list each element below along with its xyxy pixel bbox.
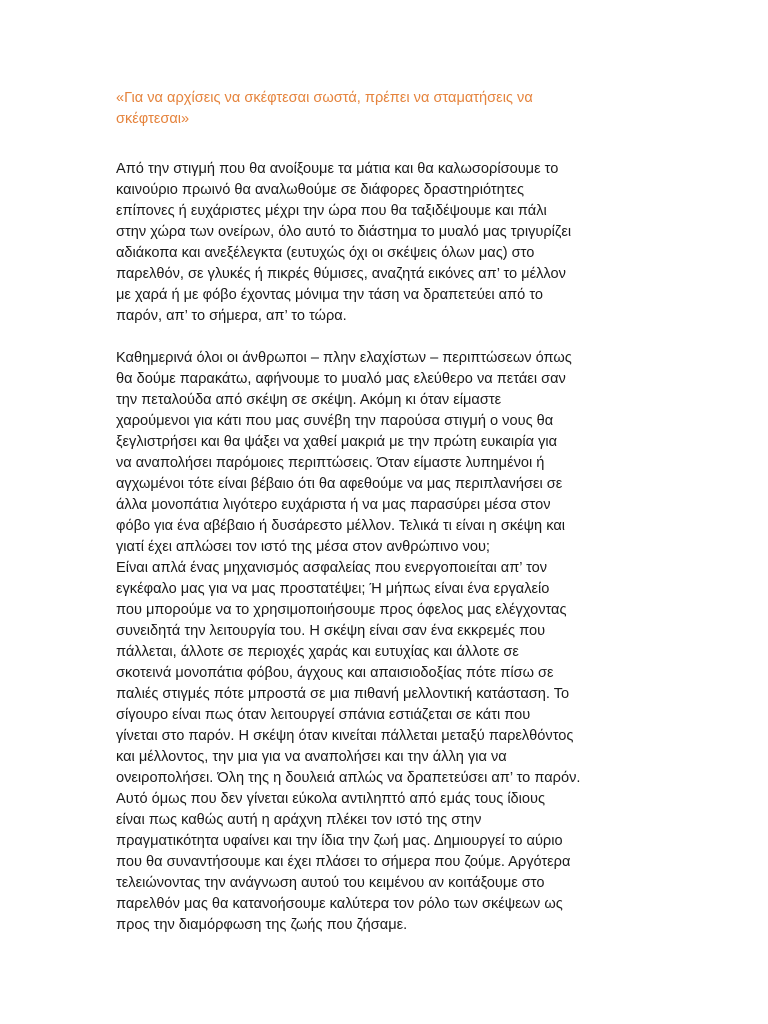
text-line: σίγουρο είναι πως όταν λειτουργεί σπάνια εστιάζεται σε κάτι που [116,707,531,723]
text-line: χαρούμενοι για κάτι που μας συνέβη την παρούσα στιγμή ο νους θα [116,413,554,429]
text-line: άλλα μονοπάτια λιγότερο ευχάριστα ή να μας παρασύρει μέσα στον [116,497,551,513]
text-line: που θα συναντήσουμε και έχει πλάσει το σήμερα που ζούμε. Αργότερα [116,854,571,870]
paragraph-2 [116,348,654,936]
title-line: «Για να αρχίσεις να σκέφτεσαι σωστά, πρέπει να σταματήσεις να [116,90,533,106]
text-line: με χαρά ή με φόβο έχοντας μόνιμα την τάση να δραπετεύει από το [116,287,544,303]
text-line: ξεγλιστρήσει και θα ψάξει να χαθεί μακριά με την πρώτη ευκαιρία για [116,434,558,450]
text-line: στην χώρα των ονείρων, όλο αυτό το διάστημα το μυαλό μας τριγυρίζει [116,224,572,240]
text-line: Αυτό όμως που δεν γίνεται εύκολα αντιληπτό από εμάς τους ίδιους [116,791,546,807]
text-line: είναι πως καθώς αυτή η αράχνη πλέκει τον ιστό της στην [116,812,482,828]
text-line: Από την στιγμή που θα ανοίξουμε τα μάτια και θα καλωσορίσουμε το [116,161,559,177]
text-line: Καθημερινά όλοι οι άνθρωποι – πλην ελαχίστων – περιπτώσεων όπως [116,350,572,366]
text-line: και μέλλοντος, την μια για να αναπολήσει και την άλλη για να [116,749,507,765]
text-line: τελειώνοντας την ανάγνωση αυτού του κειμένου αν κοιτάξουμε στο [116,875,545,891]
text-line: φόβο για ένα αβέβαιο ή δυσάρεστο μέλλον. Τελικά τι είναι η σκέψη και [116,518,566,534]
text-line: εγκέφαλο μας για να μας προστατέψει; Ή μήπως είναι ένα εργαλείο [116,581,550,597]
text-line: θα δούμε παρακάτω, αφήνουμε το μυαλό μας ελεύθερο να πετάει σαν [116,371,566,387]
text-line: παρελθόν, σε γλυκές ή πικρές θύμισες, αναζητά εικόνες απ’ το μέλλον [116,266,566,282]
text-line: να αναπολήσει παρόμοιες περιπτώσεις. Όταν είμαστε λυπημένοι ή [116,455,545,471]
text-line: γιατί έχει απλώσει τον ιστό της μέσα στον ανθρώπινο νου; [116,539,490,555]
text-line: πάλλεται, άλλοτε σε περιοχές χαράς και ευτυχίας και άλλοτε σε [116,644,519,660]
text-line: ονειροπολήσει. Όλη της η δουλειά απλώς να δραπετεύσει απ’ το παρόν. [116,770,581,786]
title-line: σκέφτεσαι» [116,111,190,127]
text-line: γίνεται στο παρόν. Η σκέψη όταν κινείται πάλλεται μεταξύ παρελθόντος [116,728,574,744]
text-line: παλιές στιγμές πότε μπροστά σε μια πιθανή μελλοντική κατάσταση. Το [116,686,570,702]
text-line: παρόν, απ’ το σήμερα, απ’ το τώρα. [116,308,347,324]
text-line: που μπορούμε να το χρησιμοποιήσουμε προς όφελος μας ελέγχοντας [116,602,567,618]
text-line: την πεταλούδα από σκέψη σε σκέψη. Ακόμη κι όταν είμαστε [116,392,502,408]
text-line: σκοτεινά μονοπάτια φόβου, άγχους και απαισιοδοξίας πότε πίσω σε [116,665,554,681]
paragraph-1 [116,159,654,327]
text-line: αγχωμένοι τότε είναι βέβαιο ότι θα αφεθούμε να μας περιπλανήσει σε [116,476,563,492]
text-line: αδιάκοπα και ανεξέλεγκτα (ευτυχώς όχι οι σκέψεις όλων μας) στο [116,245,535,261]
text-line: παρελθόν μας θα κατανοήσουμε καλύτερα τον ρόλο των σκέψεων ως [116,896,563,912]
text-line: προς την διαμόρφωση της ζωής που ζήσαμε. [116,917,408,933]
document-title [116,88,654,130]
text-line: συνειδητά την λειτουργία του. Η σκέψη είναι σαν ένα εκκρεμές που [116,623,546,639]
text-line: πραγματικότητα υφαίνει και την ίδια την ζωή μας. Δημιουργεί το αύριο [116,833,563,849]
text-line: καινούριο πρωινό θα αναλωθούμε σε διάφορες δραστηριότητες [116,182,525,198]
text-line: επίπονες ή ευχάριστες μέχρι την ώρα που θα ταξιδέψουμε και πάλι [116,203,547,219]
document-page [116,88,654,957]
text-line: Είναι απλά ένας μηχανισμός ασφαλείας που ενεργοποιείται απ’ τον [116,560,548,576]
